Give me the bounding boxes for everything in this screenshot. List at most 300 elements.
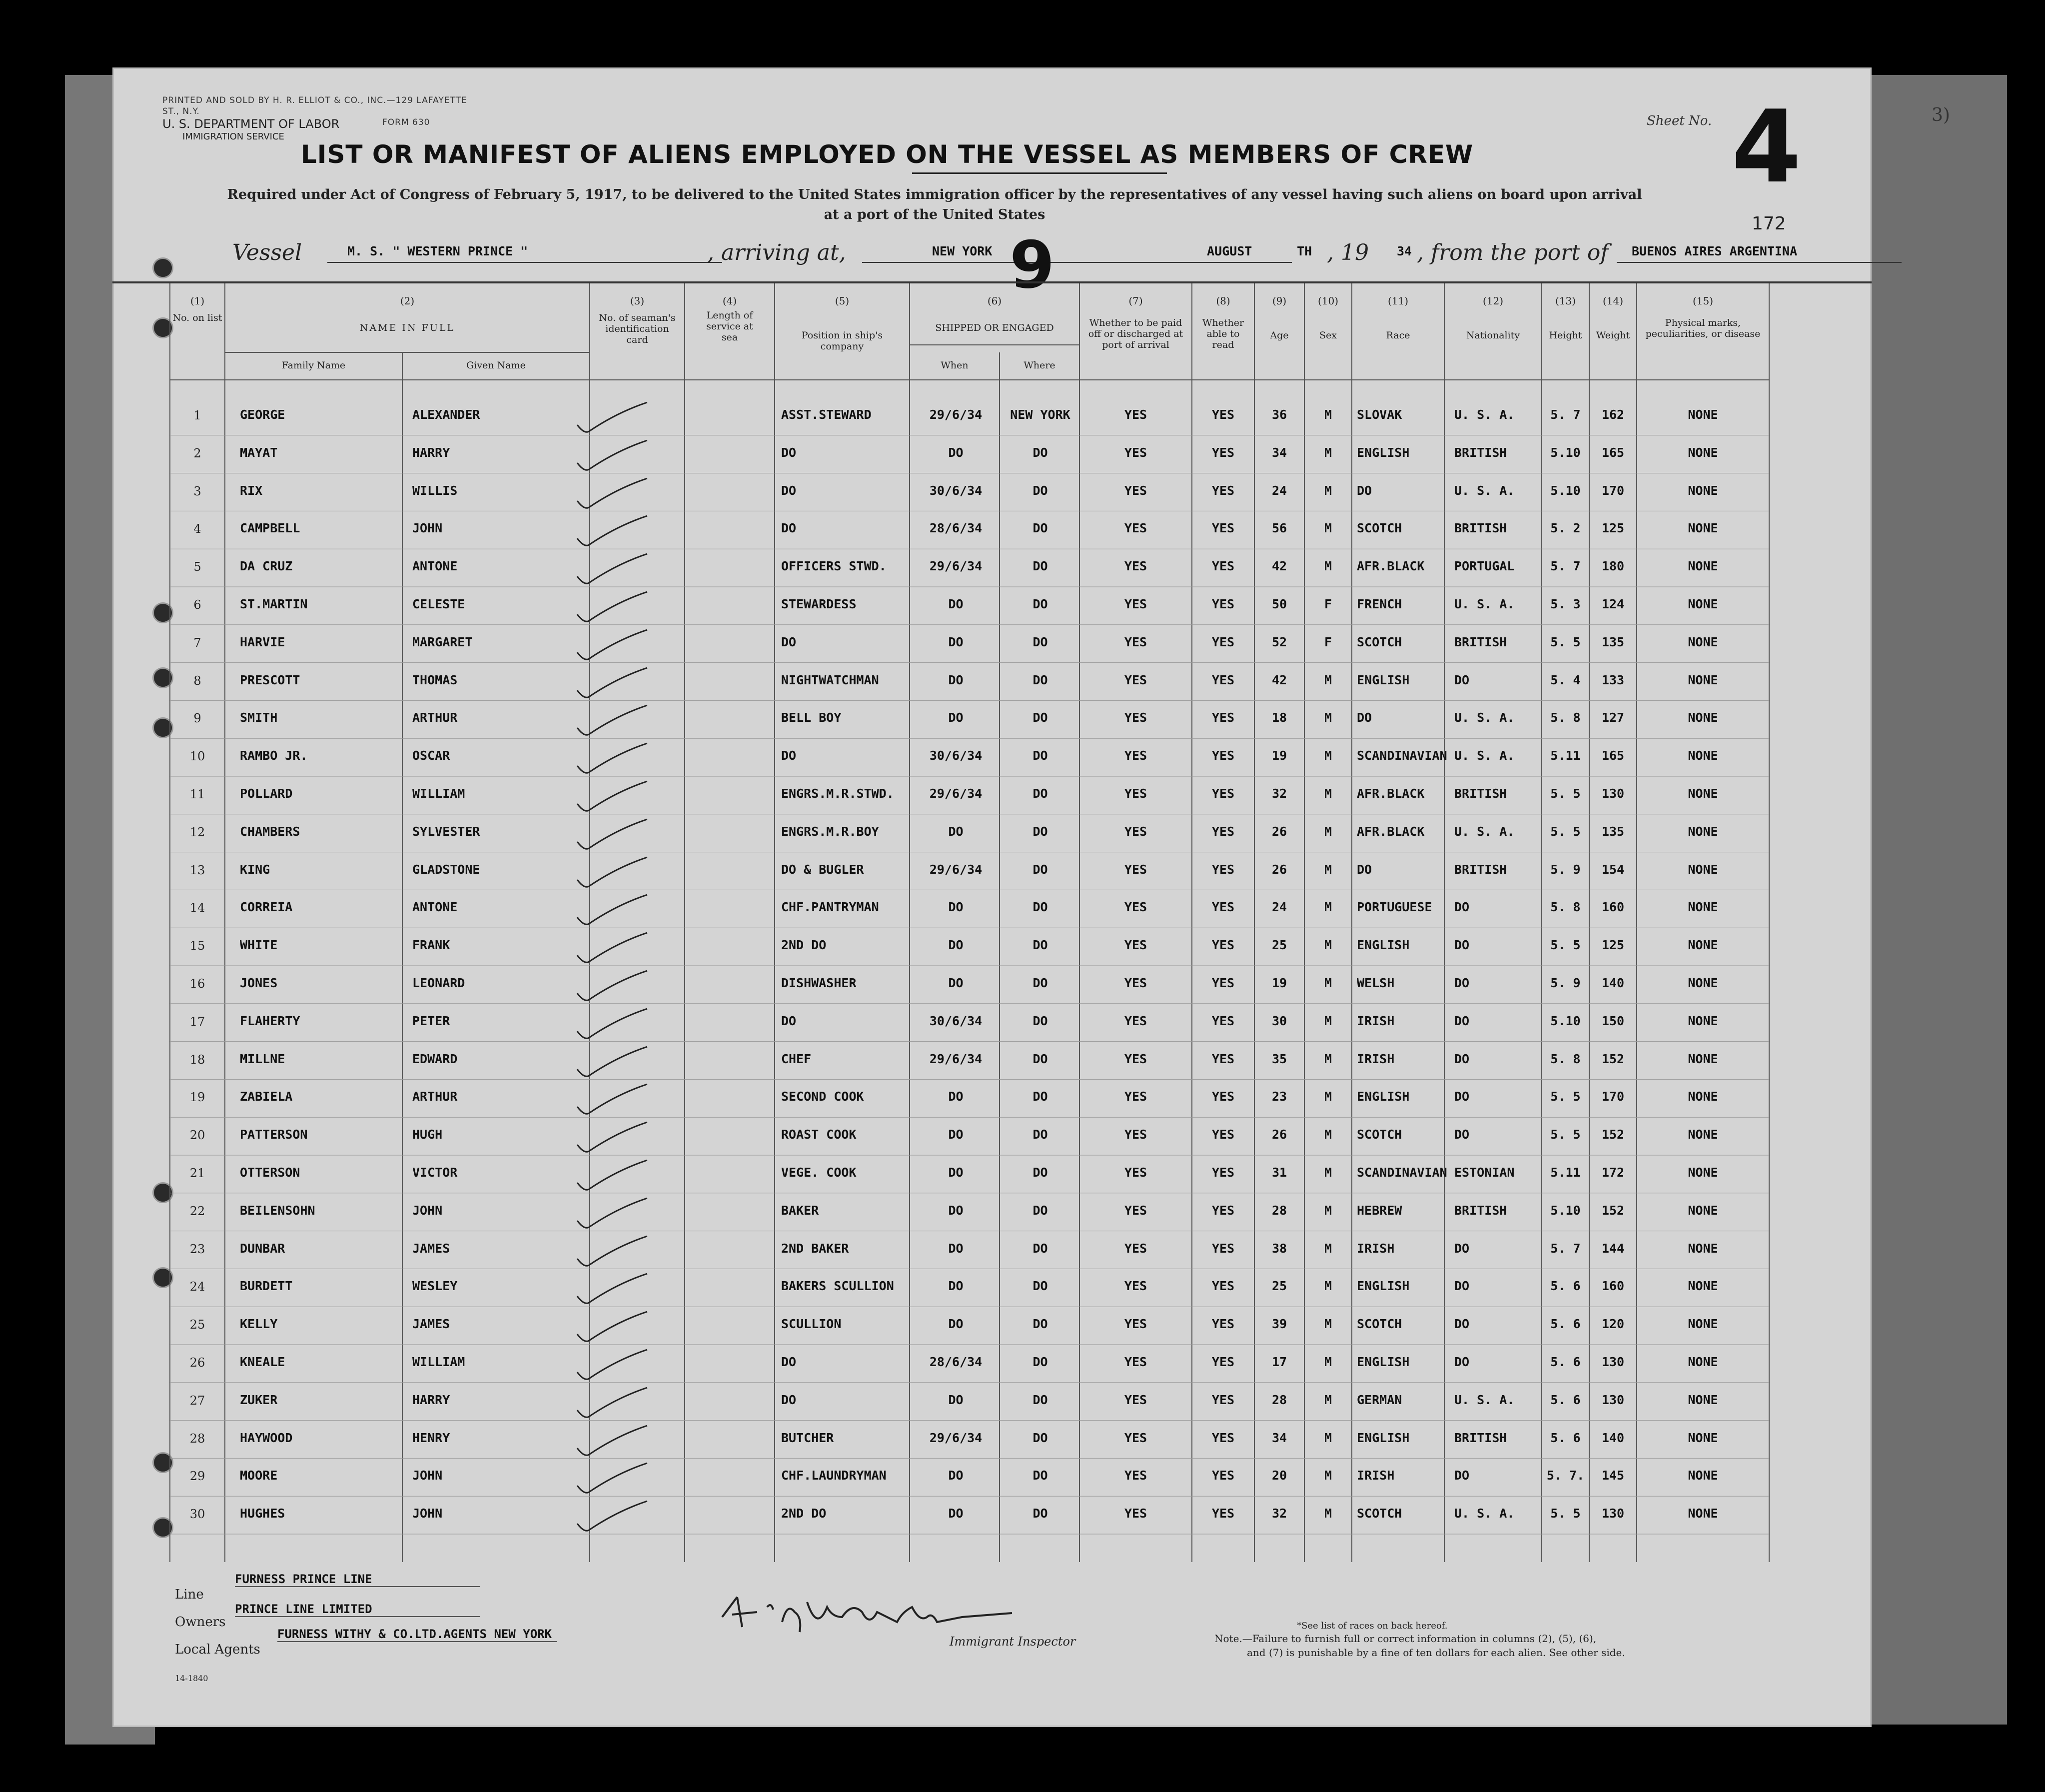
race-cell: HEBREW (1357, 1203, 1402, 1218)
row-number: 3 (193, 484, 201, 498)
race-cell: SCOTCH (1357, 1506, 1402, 1521)
position-cell: ENGRS.M.R.BOY (781, 824, 879, 839)
physical-marks-cell: NONE (1688, 672, 1718, 687)
paid-off-cell: YES (1124, 824, 1147, 839)
corner-mark: 3) (1932, 105, 1950, 125)
shipped-when-cell: DO (948, 710, 964, 725)
age-cell: 42 (1271, 672, 1287, 687)
shipped-where-cell: DO (1032, 938, 1048, 953)
sex-cell: M (1324, 1051, 1332, 1066)
id-card-check-mark (562, 1196, 662, 1236)
position-cell: DO (781, 1392, 797, 1407)
position-cell: ASST.STEWARD (781, 407, 872, 422)
age-cell: 39 (1271, 1317, 1287, 1332)
able-to-read-cell: YES (1211, 1506, 1235, 1521)
nationality-cell: U. S. A. (1454, 710, 1515, 725)
col8-number: (8) (1216, 295, 1230, 307)
given-name-cell: JAMES (412, 1317, 450, 1332)
position-cell: DO & BUGLER (781, 862, 864, 877)
sex-cell: M (1324, 862, 1332, 877)
paid-off-cell: YES (1124, 710, 1147, 725)
shipped-where-cell: DO (1032, 862, 1048, 877)
physical-marks-cell: NONE (1688, 483, 1718, 498)
weight-cell: 125 (1601, 938, 1625, 953)
position-cell: DO (781, 634, 797, 649)
sex-cell: M (1324, 1089, 1332, 1104)
col10-header: Sex (1319, 330, 1337, 341)
manifest-page (112, 67, 1950, 1727)
row-number: 26 (189, 1356, 205, 1370)
shipped-when-cell: 29/6/34 (929, 862, 983, 877)
id-card-check-mark (562, 1158, 662, 1198)
height-cell: 5. 5 (1550, 938, 1581, 953)
able-to-read-cell: YES (1211, 1165, 1235, 1180)
row-number: 6 (193, 598, 201, 612)
table-row (112, 1496, 1872, 1534)
height-cell: 5.11 (1550, 1165, 1581, 1180)
age-cell: 35 (1271, 1051, 1287, 1066)
height-cell: 5.10 (1550, 483, 1581, 498)
id-card-check-mark (562, 741, 662, 781)
physical-marks-cell: NONE (1688, 1013, 1718, 1028)
height-cell: 5. 6 (1550, 1355, 1581, 1369)
row-number: 20 (189, 1128, 205, 1143)
table-row (112, 1155, 1872, 1193)
shipped-where-cell: DO (1032, 1355, 1048, 1369)
position-cell: STEWARDESS (781, 597, 857, 611)
weight-cell: 130 (1601, 1355, 1625, 1369)
nationality-cell: DO (1454, 1468, 1470, 1483)
family-name-cell: RAMBO JR. (240, 748, 308, 763)
height-cell: 5. 6 (1550, 1317, 1581, 1332)
row-number: 30 (189, 1507, 205, 1522)
age-cell: 36 (1271, 407, 1287, 422)
able-to-read-cell: YES (1211, 445, 1235, 460)
nationality-cell: U. S. A. (1454, 597, 1515, 611)
given-name-cell: JOHN (412, 1468, 443, 1483)
able-to-read-cell: YES (1211, 1430, 1235, 1445)
shipped-when-cell: 29/6/34 (929, 407, 983, 422)
table-row (112, 1004, 1872, 1042)
shipped-when-cell: 30/6/34 (929, 1013, 983, 1028)
shipped-where-cell: DO (1032, 483, 1048, 498)
height-cell: 5. 7 (1550, 559, 1581, 574)
age-cell: 25 (1271, 1279, 1287, 1294)
paid-off-cell: YES (1124, 862, 1147, 877)
given-name-cell: HARRY (412, 1392, 450, 1407)
row-number: 27 (189, 1393, 205, 1408)
able-to-read-cell: YES (1211, 1355, 1235, 1369)
shipped-where-cell: DO (1032, 1241, 1048, 1256)
shipped-where-cell: DO (1032, 1051, 1048, 1066)
sex-cell: M (1324, 786, 1332, 801)
race-cell: PORTUGUESE (1357, 900, 1432, 915)
table-row (112, 1231, 1872, 1269)
race-cell: GERMAN (1357, 1392, 1402, 1407)
shipped-when-cell: DO (948, 900, 964, 915)
paid-off-cell: YES (1124, 1506, 1147, 1521)
table-row (112, 1421, 1872, 1459)
able-to-read-cell: YES (1211, 786, 1235, 801)
arrival-year: 34 (1397, 244, 1412, 258)
age-cell: 24 (1271, 900, 1287, 915)
col9-header: Age (1270, 330, 1289, 341)
col13-number: (13) (1555, 295, 1576, 307)
table-row (112, 1458, 1872, 1496)
physical-marks-cell: NONE (1688, 521, 1718, 536)
given-name-cell: EDWARD (412, 1051, 458, 1066)
weight-cell: 152 (1601, 1051, 1625, 1066)
given-name-cell: HARRY (412, 445, 450, 460)
given-name-cell: ARTHUR (412, 1089, 458, 1104)
weight-cell: 125 (1601, 521, 1625, 536)
col5-number: (5) (835, 295, 850, 307)
weight-cell: 145 (1601, 1468, 1625, 1483)
id-card-check-mark (562, 930, 662, 970)
table-row (112, 738, 1872, 776)
given-name-cell: LEONARD (412, 976, 465, 990)
paid-off-cell: YES (1124, 445, 1147, 460)
shipped-when-cell: 28/6/34 (929, 1355, 983, 1369)
vessel-label: Vessel (232, 240, 302, 265)
paid-off-cell: YES (1124, 483, 1147, 498)
col4-number: (4) (722, 295, 737, 307)
shipped-when-cell: DO (948, 1468, 964, 1483)
position-cell: 2ND DO (781, 1506, 827, 1521)
family-name-cell: OTTERSON (240, 1165, 300, 1180)
given-name-cell: SYLVESTER (412, 824, 480, 839)
physical-marks-cell: NONE (1688, 1051, 1718, 1066)
paid-off-cell: YES (1124, 1089, 1147, 1104)
shipped-where-cell: DO (1032, 1127, 1048, 1142)
table-row (112, 625, 1872, 663)
height-cell: 5. 7 (1550, 407, 1581, 422)
physical-marks-cell: NONE (1688, 786, 1718, 801)
able-to-read-cell: YES (1211, 1203, 1235, 1218)
nationality-cell: DO (1454, 1279, 1470, 1294)
col15-number: (15) (1692, 295, 1714, 307)
table-row (112, 1117, 1872, 1155)
given-name-cell: VICTOR (412, 1165, 458, 1180)
shipped-when-header: When (941, 360, 969, 371)
nationality-cell: U. S. A. (1454, 1506, 1515, 1521)
col1-number: (1) (190, 295, 205, 307)
physical-marks-cell: NONE (1688, 1506, 1718, 1521)
col6-number: (6) (987, 295, 1002, 307)
shipped-when-cell: 29/6/34 (929, 786, 983, 801)
col14-header: Weight (1596, 330, 1630, 341)
family-name-cell: BEILENSOHN (240, 1203, 315, 1218)
table-row (112, 966, 1872, 1004)
id-card-check-mark (562, 1385, 662, 1425)
weight-cell: 130 (1601, 1506, 1625, 1521)
position-cell: BELL BOY (781, 710, 842, 725)
physical-marks-cell: NONE (1688, 1279, 1718, 1294)
height-cell: 5. 5 (1550, 634, 1581, 649)
given-name-cell: ALEXANDER (412, 407, 480, 422)
paid-off-cell: YES (1124, 1241, 1147, 1256)
given-name-cell: JAMES (412, 1241, 450, 1256)
weight-cell: 160 (1601, 1279, 1625, 1294)
position-cell: VEGE. COOK (781, 1165, 857, 1180)
table-row (112, 549, 1872, 587)
form-number: FORM 630 (382, 117, 430, 127)
position-cell: NIGHTWATCHMAN (781, 672, 879, 687)
race-cell: IRISH (1357, 1013, 1395, 1028)
table-row (112, 1193, 1872, 1231)
weight-cell: 140 (1601, 1430, 1625, 1445)
given-name-header: Given Name (466, 360, 526, 371)
shipped-when-cell: DO (948, 1241, 964, 1256)
paid-off-cell: YES (1124, 672, 1147, 687)
able-to-read-cell: YES (1211, 672, 1235, 687)
id-card-check-mark (562, 1499, 662, 1539)
family-name-cell: HUGHES (240, 1506, 285, 1521)
race-cell: ENGLISH (1357, 445, 1410, 460)
race-cell: SCOTCH (1357, 1317, 1402, 1332)
col1-header: No. on list (172, 312, 222, 323)
sex-cell: M (1324, 1013, 1332, 1028)
age-cell: 25 (1271, 938, 1287, 953)
age-cell: 26 (1271, 824, 1287, 839)
table-row (112, 928, 1872, 966)
printer-line: PRINTED AND SOLD BY H. R. ELLIOT & CO., INC.—129 LAFAYETTE ST., N.Y. (162, 95, 467, 116)
shipped-when-cell: DO (948, 1089, 964, 1104)
shipped-where-cell: DO (1032, 976, 1048, 990)
given-name-cell: JOHN (412, 521, 443, 536)
id-card-check-mark (562, 627, 662, 667)
col2-header: NAME IN FULL (359, 322, 455, 333)
nationality-cell: DO (1454, 900, 1470, 915)
physical-marks-cell: NONE (1688, 1355, 1718, 1369)
age-cell: 38 (1271, 1241, 1287, 1256)
id-card-check-mark (562, 665, 662, 705)
sex-cell: M (1324, 1127, 1332, 1142)
year-prefix: , 19 (1327, 240, 1369, 265)
given-name-cell: GLADSTONE (412, 862, 480, 877)
row-number: 12 (189, 825, 205, 839)
position-cell: 2ND DO (781, 938, 827, 953)
id-card-check-mark (562, 703, 662, 743)
family-name-cell: BURDETT (240, 1279, 293, 1294)
able-to-read-cell: YES (1211, 483, 1235, 498)
race-cell: IRISH (1357, 1468, 1395, 1483)
paid-off-cell: YES (1124, 521, 1147, 536)
sex-cell: M (1324, 748, 1332, 763)
height-cell: 5. 7 (1550, 1241, 1581, 1256)
weight-cell: 140 (1601, 976, 1625, 990)
age-cell: 24 (1271, 483, 1287, 498)
physical-marks-cell: NONE (1688, 824, 1718, 839)
table-row (112, 1079, 1872, 1117)
shipped-where-cell: DO (1032, 900, 1048, 915)
able-to-read-cell: YES (1211, 1279, 1235, 1294)
col8-header: Whether able to read (1202, 317, 1244, 350)
able-to-read-cell: YES (1211, 976, 1235, 990)
id-card-check-mark (562, 589, 662, 629)
sheet-number: 4 (1732, 89, 1802, 205)
shipped-when-cell: DO (948, 1165, 964, 1180)
shipped-where-cell: DO (1032, 1203, 1048, 1218)
able-to-read-cell: YES (1211, 938, 1235, 953)
service-name: IMMIGRATION SERVICE (182, 131, 284, 142)
sex-cell: M (1324, 1241, 1332, 1256)
row-number: 11 (189, 787, 205, 801)
row-number: 1 (193, 408, 201, 422)
race-cell: ENGLISH (1357, 1430, 1410, 1445)
shipped-when-cell: DO (948, 1203, 964, 1218)
id-card-check-mark (562, 551, 662, 591)
shipped-when-cell: 30/6/34 (929, 748, 983, 763)
shipped-when-cell: DO (948, 672, 964, 687)
family-name-cell: KNEALE (240, 1355, 285, 1369)
family-name-cell: RIX (240, 483, 263, 498)
able-to-read-cell: YES (1211, 1089, 1235, 1104)
physical-marks-cell: NONE (1688, 1317, 1718, 1332)
row-number: 22 (189, 1204, 205, 1218)
nationality-cell: DO (1454, 1013, 1470, 1028)
age-cell: 17 (1271, 1355, 1287, 1369)
col11-number: (11) (1387, 295, 1409, 307)
height-cell: 5. 9 (1550, 862, 1581, 877)
position-cell: CHF.LAUNDRYMAN (781, 1468, 887, 1483)
family-name-cell: PRESCOTT (240, 672, 300, 687)
row-number: 19 (189, 1090, 205, 1105)
height-cell: 5. 5 (1550, 1127, 1581, 1142)
family-name-cell: KELLY (240, 1317, 278, 1332)
height-cell: 5. 6 (1550, 1279, 1581, 1294)
physical-marks-cell: NONE (1688, 1241, 1718, 1256)
shipped-where-cell: DO (1032, 824, 1048, 839)
physical-marks-cell: NONE (1688, 900, 1718, 915)
able-to-read-cell: YES (1211, 407, 1235, 422)
col10-number: (10) (1317, 295, 1339, 307)
table-row (112, 814, 1872, 852)
shipped-where-cell: DO (1032, 1013, 1048, 1028)
sex-cell: M (1324, 1203, 1332, 1218)
shipped-where-cell: DO (1032, 1317, 1048, 1332)
id-card-check-mark (562, 817, 662, 857)
able-to-read-cell: YES (1211, 710, 1235, 725)
shipped-where-cell: DO (1032, 672, 1048, 687)
sex-cell: F (1324, 597, 1332, 611)
table-row (112, 776, 1872, 814)
position-cell: CHF.PANTRYMAN (781, 900, 879, 915)
sheet-number-label: Sheet No. (1647, 113, 1712, 128)
nationality-cell: DO (1454, 1089, 1470, 1104)
weight-cell: 124 (1601, 597, 1625, 611)
paid-off-cell: YES (1124, 786, 1147, 801)
id-card-check-mark (562, 1461, 662, 1501)
paid-off-cell: YES (1124, 1468, 1147, 1483)
paid-off-cell: YES (1124, 597, 1147, 611)
race-cell: ENGLISH (1357, 1089, 1410, 1104)
inspector-label: Immigrant Inspector (950, 1635, 1076, 1649)
row-number: 7 (193, 635, 201, 650)
physical-marks-cell: NONE (1688, 938, 1718, 953)
fine-note-line-2: and (7) is punishable by a fine of ten dollars for each alien. See other side. (1247, 1647, 1625, 1659)
able-to-read-cell: YES (1211, 824, 1235, 839)
nationality-cell: DO (1454, 938, 1470, 953)
row-number: 25 (189, 1318, 205, 1332)
paid-off-cell: YES (1124, 1430, 1147, 1445)
page-title: LIST OR MANIFEST OF ALIENS EMPLOYED ON THE VESSEL AS MEMBERS OF CREW (300, 140, 1474, 169)
shipped-where-cell: DO (1032, 1430, 1048, 1445)
row-number: 17 (189, 1014, 205, 1029)
weight-cell: 135 (1601, 824, 1625, 839)
col12-number: (12) (1482, 295, 1504, 307)
sex-cell: M (1324, 710, 1332, 725)
given-name-cell: WESLEY (412, 1279, 458, 1294)
row-number: 10 (189, 749, 205, 764)
table-row (112, 511, 1872, 549)
race-cell: DO (1357, 483, 1372, 498)
sex-cell: M (1324, 976, 1332, 990)
id-card-check-mark (562, 1044, 662, 1084)
weight-cell: 152 (1601, 1203, 1625, 1218)
shipped-when-cell: DO (948, 1506, 964, 1521)
given-name-cell: OSCAR (412, 748, 450, 763)
shipped-where-header: Where (1023, 360, 1055, 371)
family-name-cell: MAYAT (240, 445, 278, 460)
weight-cell: 133 (1601, 672, 1625, 687)
paid-off-cell: YES (1124, 938, 1147, 953)
col4-header: Length of service at sea (706, 310, 753, 343)
arrival-month: AUGUST (1167, 244, 1292, 263)
given-name-cell: ANTONE (412, 900, 458, 915)
given-name-cell: JOHN (412, 1203, 443, 1218)
position-cell: ROAST COOK (781, 1127, 857, 1142)
shipped-when-cell: 29/6/34 (929, 1430, 983, 1445)
sex-cell: M (1324, 407, 1332, 422)
sex-cell: M (1324, 938, 1332, 953)
age-cell: 18 (1271, 710, 1287, 725)
age-cell: 31 (1271, 1165, 1287, 1180)
row-number: 4 (193, 522, 201, 536)
row-number: 2 (193, 446, 201, 460)
id-card-check-mark (562, 513, 662, 553)
row-number: 29 (189, 1469, 205, 1484)
able-to-read-cell: YES (1211, 1317, 1235, 1332)
race-cell: SCOTCH (1357, 1127, 1402, 1142)
weight-cell: 144 (1601, 1241, 1625, 1256)
row-number: 23 (189, 1242, 205, 1256)
height-cell: 5.11 (1550, 748, 1581, 763)
physical-marks-cell: NONE (1688, 407, 1718, 422)
given-name-cell: CELESTE (412, 597, 465, 611)
row-number: 9 (193, 711, 201, 726)
weight-cell: 150 (1601, 1013, 1625, 1028)
given-name-cell: ANTONE (412, 559, 458, 574)
nationality-cell: DO (1454, 1317, 1470, 1332)
physical-marks-cell: NONE (1688, 1392, 1718, 1407)
id-card-check-mark (562, 968, 662, 1008)
nationality-cell: U. S. A. (1454, 1392, 1515, 1407)
nationality-cell: BRITISH (1454, 862, 1507, 877)
given-name-cell: WILLIAM (412, 786, 465, 801)
weight-cell: 130 (1601, 786, 1625, 801)
nationality-cell: BRITISH (1454, 445, 1507, 460)
paid-off-cell: YES (1124, 1355, 1147, 1369)
shipped-when-cell: DO (948, 597, 964, 611)
height-cell: 5. 9 (1550, 976, 1581, 990)
race-cell: ENGLISH (1357, 938, 1410, 953)
table-row (112, 852, 1872, 890)
physical-marks-cell: NONE (1688, 1203, 1718, 1218)
row-number: 5 (193, 560, 201, 574)
shipped-where-cell: DO (1032, 445, 1048, 460)
given-name-cell: JOHN (412, 1506, 443, 1521)
